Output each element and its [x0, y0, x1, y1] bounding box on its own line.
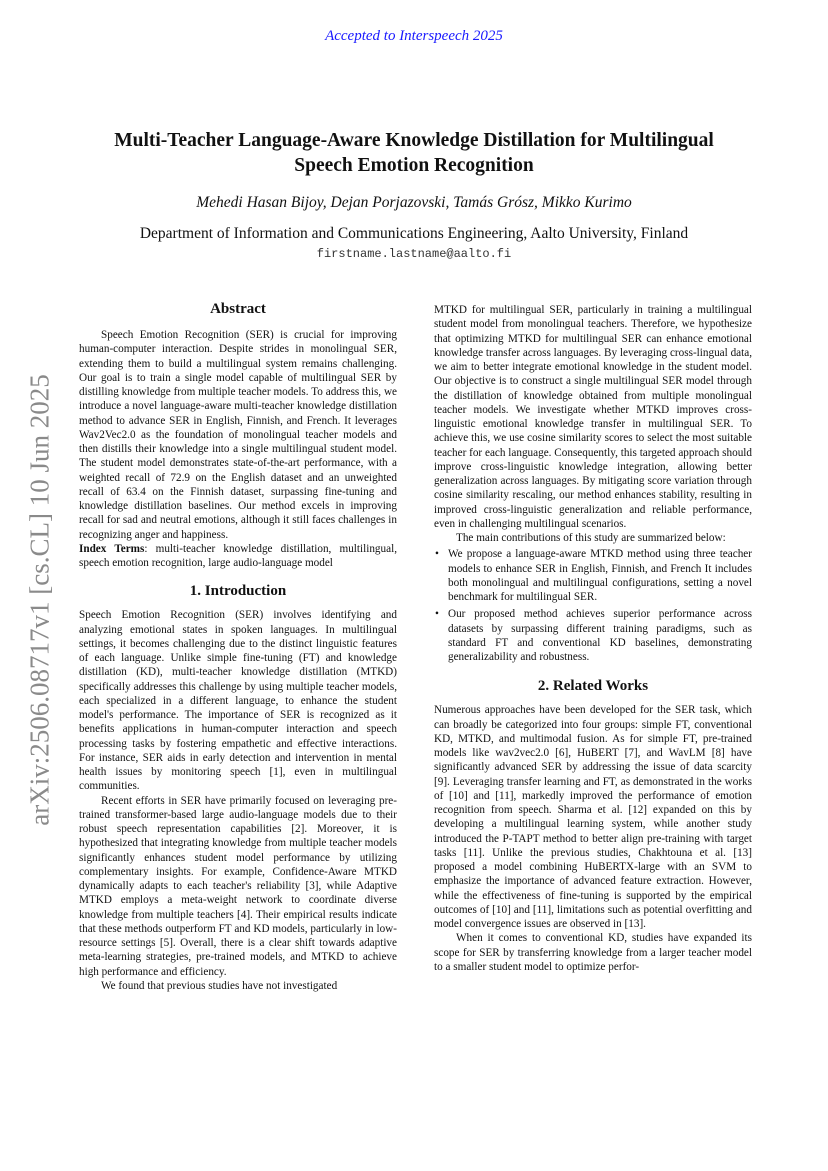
contribution-item: • Our proposed method achieves superior performance across datasets by surpassing different training paradigms, such as standard FT and conventional KD baselines, demonstrating generalizability and robustness.: [435, 608, 752, 663]
bullet-icon: •: [435, 548, 439, 561]
contributions-intro: The main contributions of this study are summarized below:: [456, 532, 726, 544]
intro-paragraph-3: We found that previous studies have not investigated: [101, 979, 338, 992]
intro-paragraph-1: Speech Emotion Recognition (SER) involves identifying and analyzing emotional states in spoken languages. In multilingual settings, it becomes challenging due to the distinct linguistic features of each language. Unlike simple fine-tuning (FT) and knowledge distillation (KD), multi-teacher knowledge distillation (MTKD) specifically addresses this challenge by using multiple teacher models, each specialized in a different language, to enhance the student model's performance. The importance of SER is recognized as it benefits applications in human-computer interaction and speech processing tasks by fostering empathetic and effective interactions. For instance, SER aids in early detection and intervention in mental health issues by monitoring speech [1], even in multilingual communities.: [79, 609, 397, 793]
abstract-text: Speech Emotion Recognition (SER) is crucial for improving human-computer interaction. Despite strides in monolingual SER, extending them to build a multilingual system remains challenging. Our goal is to train a single model capable of multilingual SER by distilling knowledge from multiple teacher models. To address this, we introduce a novel language-aware multi-teacher knowledge distillation method to advance SER in English, Finnish, and French. It leverages Wav2Vec2.0 as the foundation of monolingual teacher models and then distills their knowledge into a single multilingual student model. The student model demonstrates state-of-the-art performance, with a weighted recall of 72.9 on the English dataset and an unweighted recall of 63.4 on the Finnish dataset, surpassing fine-tuning and knowledge distillation baselines. Our method excels in improving recall for sad and neutral emotions, although it still faces challenges in recognizing anger and happiness.: [79, 329, 397, 541]
abstract-heading: Abstract: [210, 301, 266, 317]
contribution-item: • We propose a language-aware MTKD method using three teacher models to enhance SER in English, Finnish, and French It includes both monolingual and multilingual configurations, setting a novel benchmark for multilingual SER.: [435, 548, 752, 603]
affiliation: Department of Information and Communications Engineering, Aalto University, Finland: [139, 225, 689, 242]
arxiv-identifier: arXiv:2506.08717v1 [cs.CL] 10 Jun 2025: [24, 374, 55, 826]
author-list: Mehedi Hasan Bijoy, Dejan Porjazovski, Tamás Grósz, Mikko Kurimo: [196, 194, 632, 211]
intro-paragraph-4: MTKD for multilingual SER, particularly in training a multilingual student model from monolingual teachers. Therefore, we hypothesize that optimizing MTKD for multilingual SER can enhance emotional knowledge transfer across languages. By leveraging cross-lingual data, we aim to better integrate emotional knowledge in the student model. Our objective is to construct a single multilingual SER model through the distillation of knowledge obtained from multiple monolingual teacher models. We investigate whether MTKD improves cross-linguistic emotional knowledge transfer in multilingual SER. To achieve this, we use cosine similarity scores to select the most suitable teacher for each language. Consequently, this targeted approach should improve cross-linguistic knowledge integration, allowing better generalization across languages. By mitigating score variation through cosine similarity rescaling, our method enhances stability, resulting in improved cross-linguistic generalization and reliable performance, even in challenging multilingual scenarios.: [434, 304, 752, 530]
paper-title: Multi-Teacher Language-Aware Knowledge Distillation for Multilingual Speech Emotion Recognition: [114, 130, 714, 176]
bullet-icon: •: [435, 608, 439, 621]
related-paragraph-1: Numerous approaches have been developed for the SER task, which can broadly be categorized into four groups: simple FT, conventional KD, MTKD, and multimodal fusion. As for simple FT, pre-trained models like wav2vec2.0 [6], HuBERT [7], and WavLM [8] have significantly advanced SER by addressing the issue of data scarcity [9]. Leveraging transfer learning and FT, as demonstrated in the works of [10] and [11], markedly improved the performance of emotion recognition from speech. Sharma et al. [12] expanded on this by developing a multilingual learning system, while another study introduced the P-TAPT method to better align pre-training with target tasks [11]. Unlike the previous studies, Chakhtouna et al. [13] proposed a model combining HuBERTX-large with an SVM to emphasize the importance of advanced feature extraction. However, while the effectiveness of fine-tuning is supported by the empirical outcomes of [10] and [11], limitations such as potential overfitting and model convergence issues are observed in [13].: [434, 704, 752, 930]
introduction-heading: 1. Introduction: [189, 583, 287, 600]
index-terms-label: Index Terms: [79, 542, 145, 555]
related-paragraph-2: When it comes to conventional KD, studies have expanded its scope for SER by transferring knowledge from a larger teacher model to a smaller student model to optimize perfor-: [434, 932, 752, 973]
email: firstname.lastname@aalto.fi: [316, 247, 512, 261]
index-terms-text: : multi-teacher knowledge distillation, multilingual, speech emotion recognition, large audio-language model: [79, 542, 397, 569]
related-works-heading: 2. Related Works: [537, 678, 649, 695]
conference-banner: Accepted to Interspeech 2025: [325, 28, 503, 44]
intro-paragraph-2: Recent efforts in SER have primarily focused on leveraging pre-trained transformer-based large audio-language models due to their robust speech representation capabilities [2]. Moreover, it is hypothesized that integrating knowledge from multiple teacher models significantly enhances student model performance by utilizing complementary insights. For example, Confidence-Aware MTKD dynamically adapts to each teacher's reliability [3], while Adaptive MTKD employs a meta-weight network to coordinate diverse knowledge from multiple teachers [4]. Their empirical results indicate that these methods outperform FT and KD models, particularly in low-resource settings [5]. Overall, there is a clear shift towards adaptive meta-learning strategies, pre-trained models, and MTKD to achieve high performance and efficiency.: [79, 794, 397, 978]
left-column: [79, 300, 397, 993]
right-column: [434, 303, 752, 974]
contributions-list: [434, 547, 752, 664]
index-terms: [79, 542, 397, 571]
